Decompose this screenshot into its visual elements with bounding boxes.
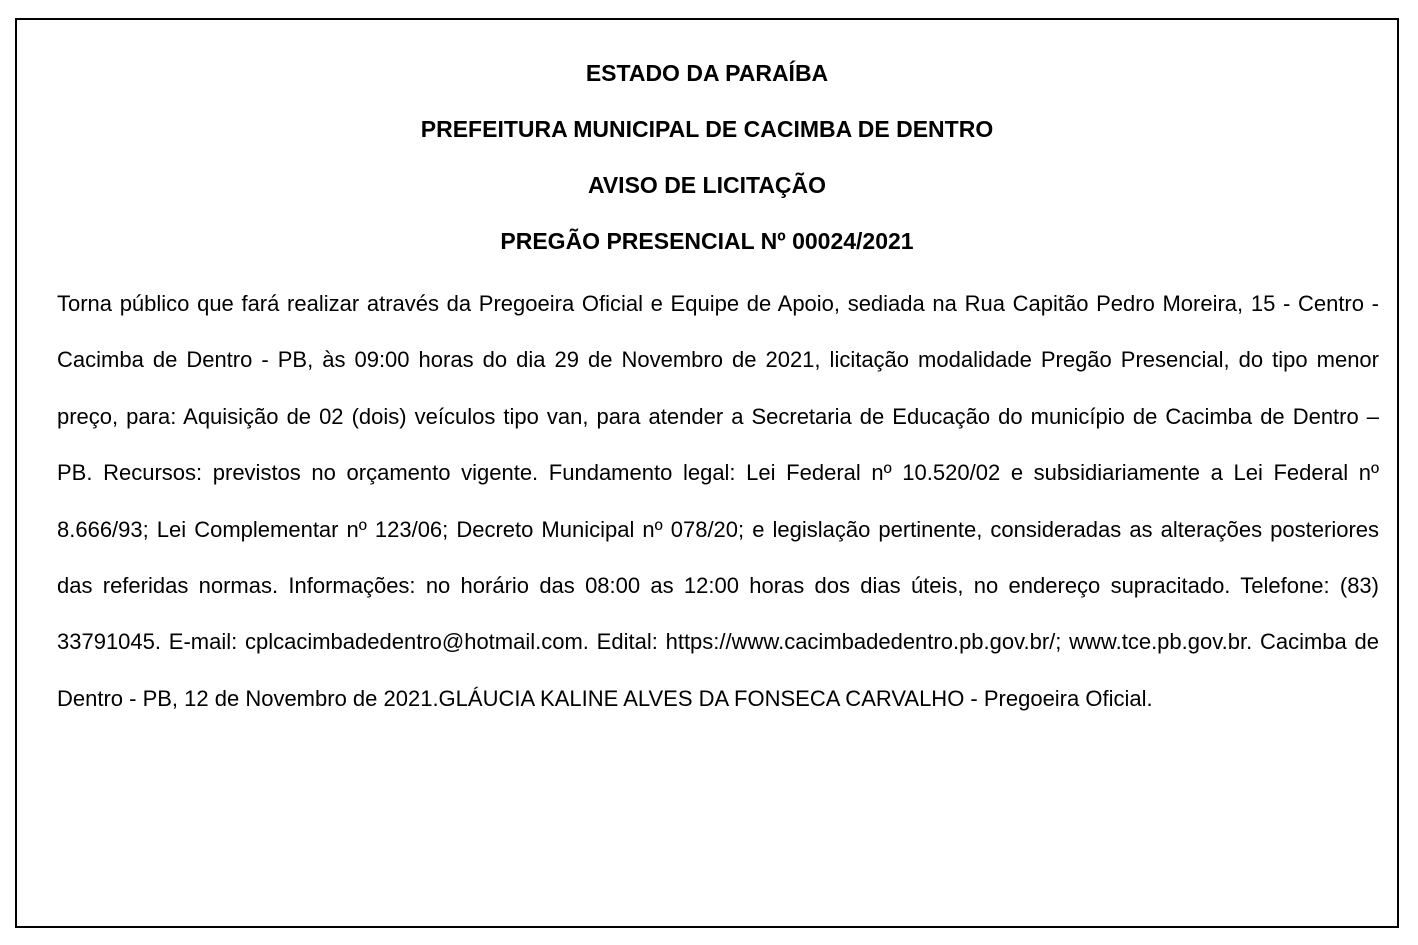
heading-auction-number: PREGÃO PRESENCIAL Nº 00024/2021 [500,228,914,254]
notice-body: Torna público que fará realizar através da Pregoeira Oficial e Equipe de Apoio, sediada na Rua Capitão Pedro Moreira, 15 - Centro - Cacimba de Dentro - PB, às 09:00 horas do dia 29 de Novembro de 2021, licitação modalidade Pregão Presencial, do tipo menor preço, para: Aquisição de 02 (dois) veículos tipo van, para atender a Secretaria de Educação do município de Cacimba de Dentro – PB. Recursos: previstos no orçamento vigente. Fundamento legal: Lei Federal nº 10.520/02 e subsidiariamente a Lei Federal nº 8.666/93; Lei Complementar nº 123/06; Decreto Municipal nº 078/20; e legislação pertinente, consideradas as alterações posteriores das referidas normas. Informações: no horário das 08:00 as 12:00 horas dos dias úteis, no endereço supracitado. Telefone: (83) 33791045. E-mail: cplcacimbadedentro@hotmail.com. Edital: https://www.cacimbadedentro.pb.gov.br/; www.tce.pb.gov.br. Cacimba de Dentro - PB, 12 de Novembro de 2021.GLÁUCIA KALINE ALVES DA FONSECA CARVALHO - Pregoeira Oficial. [57,291,1379,711]
notice-headings [17,54,1397,278]
notice-frame [15,18,1399,928]
heading-municipality: PREFEITURA MUNICIPAL DE CACIMBA DE DENTRO [420,116,994,142]
heading-notice-type: AVISO DE LICITAÇÃO [587,172,827,198]
heading-state: ESTADO DA PARAÍBA [585,60,829,86]
